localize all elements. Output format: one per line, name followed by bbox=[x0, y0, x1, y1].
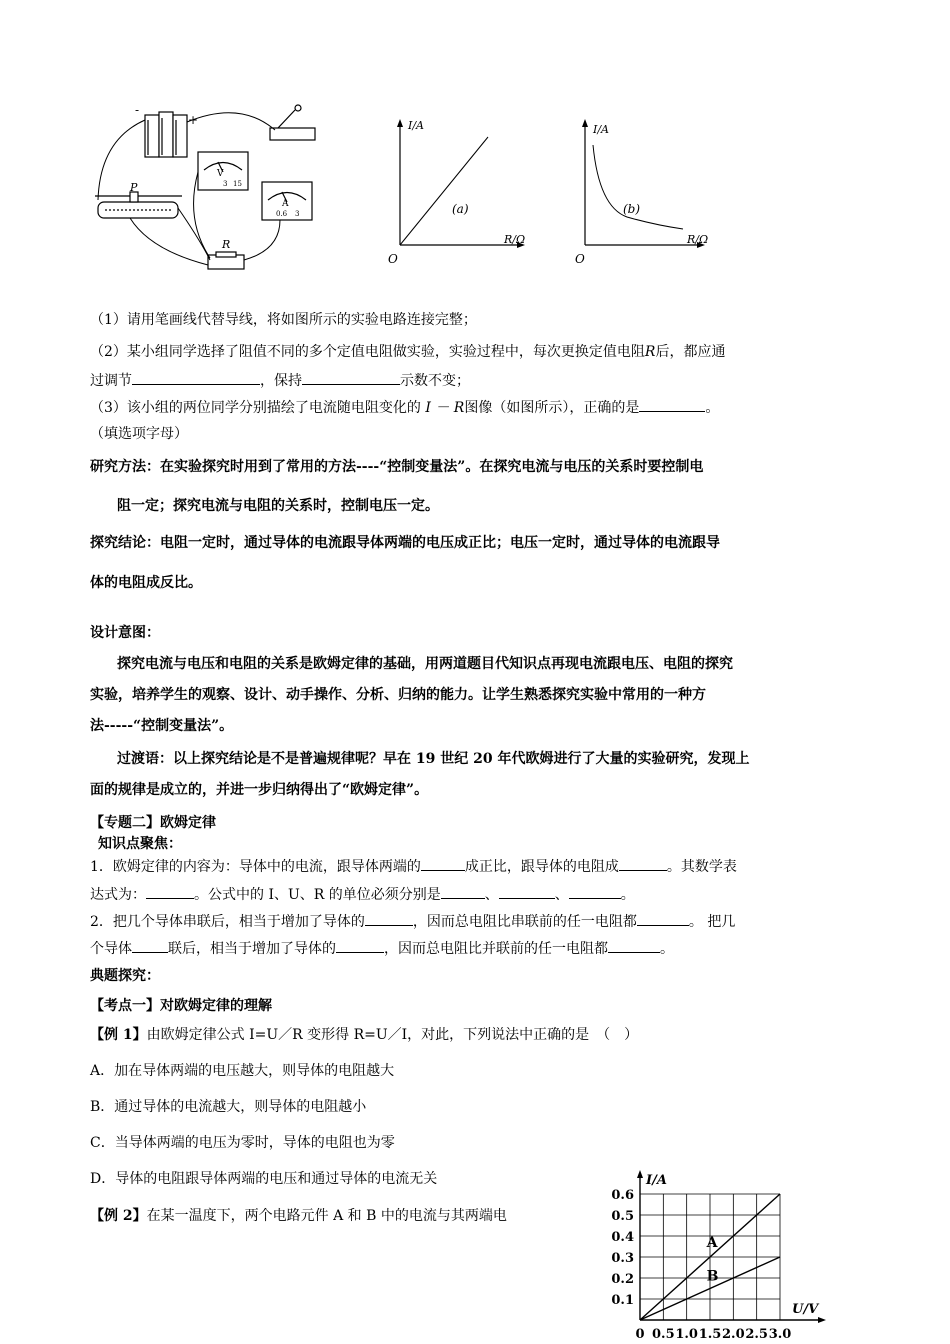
battery-plus-label: + bbox=[188, 113, 199, 127]
design-p1-line-3: 法-----“控制变量法”。 bbox=[90, 718, 234, 734]
graph-b-curve bbox=[593, 145, 683, 229]
design-p1-line-2: 实验，培养学生的观察、设计、动手操作、分析、归纳的能力。让学生熟悉探究实验中常用的一种方 bbox=[90, 687, 706, 703]
conclusion-line-2: 体的电阻成反比。 bbox=[90, 575, 202, 591]
y-tick-label: 0.6 bbox=[611, 1188, 634, 1203]
resistor-icon bbox=[208, 252, 244, 269]
x-tick-label: 2.0 bbox=[722, 1327, 745, 1342]
answer-blank-smaller[interactable] bbox=[608, 938, 660, 953]
answer-blank-length[interactable] bbox=[365, 911, 413, 926]
graph-b-ylabel: I/A bbox=[593, 123, 609, 136]
answer-blank-adjust[interactable] bbox=[132, 370, 260, 385]
x-axis-label: U/V bbox=[792, 1302, 819, 1317]
question-2-line-2: 过调节 ，保持 示数不变； bbox=[90, 370, 470, 391]
graph-a-tag: (a) bbox=[452, 202, 469, 216]
ammeter-label: A bbox=[282, 199, 289, 209]
switch-icon bbox=[270, 105, 315, 140]
graph-a-origin: O bbox=[388, 252, 398, 266]
resistor-label: R bbox=[222, 238, 231, 251]
knowledge-2-line-1: 2．把几个导体串联后，相当于增加了导体的 ，因而总电阻比串联前的任一电阻都 。 把几 bbox=[90, 911, 735, 932]
y-tick-label: 0.4 bbox=[611, 1230, 634, 1245]
answer-blank-unit-r[interactable] bbox=[569, 884, 621, 899]
rheostat-slider-label: P bbox=[130, 181, 138, 194]
method-line-2: 阻一定；探究电流与电阻的关系时，控制电压一定。 bbox=[117, 498, 439, 514]
answer-blank-parallel[interactable] bbox=[132, 938, 168, 953]
y-tick-label: 0.5 bbox=[611, 1209, 634, 1224]
conclusion-line-1: 探究结论：电阻一定时，通过导体的电流跟导体两端的电压成正比；电压一定时，通过导体的电流跟导 bbox=[90, 535, 720, 551]
rheostat-icon bbox=[95, 192, 182, 218]
x-tick-label: 0 bbox=[635, 1327, 645, 1342]
voltmeter-scale-3: 3 bbox=[223, 180, 228, 188]
topic2-title: 【专题二】欧姆定律 bbox=[90, 815, 216, 831]
x-tick-label: 0.5 bbox=[652, 1327, 675, 1342]
y-tick-label: 0.1 bbox=[611, 1293, 634, 1308]
design-p2-line-1: 过渡语：以上探究结论是不是普遍规律呢？早在 19 世纪 20 年代欧姆进行了大量的实验研究，发现上 bbox=[117, 751, 750, 767]
series-label-B: B bbox=[706, 1268, 719, 1285]
example-1-stem: 【例 1】由欧姆定律公式 I=U／R 变形得 R=U／I，对此，下列说法中正确的是 （ ） bbox=[90, 1027, 639, 1043]
knowledge-1-line-2: 达式为： 。公式中的 I、U、R 的单位必须分别是 、 、 。 bbox=[90, 884, 635, 905]
y-axis-label: I/A bbox=[646, 1173, 667, 1188]
knowledge-1-line-1: 1．欧姆定律的内容为：导体中的电流，跟导体两端的 成正比，跟导体的电阻成 。其数学表 bbox=[90, 856, 737, 877]
answer-blank-inverse[interactable] bbox=[619, 856, 667, 871]
graph-b-tag: (b) bbox=[623, 202, 641, 216]
graph-b-origin: O bbox=[575, 252, 585, 266]
battery-icon bbox=[145, 112, 187, 157]
design-p2-line-2: 面的规律是成立的，并进一步归纳得出了“欧姆定律”。 bbox=[90, 782, 429, 798]
answer-blank-unit-u[interactable] bbox=[499, 884, 555, 899]
graph-b-xlabel: R/Ω bbox=[687, 233, 709, 246]
answer-blank-keep[interactable] bbox=[302, 370, 400, 385]
graph-a-line bbox=[400, 137, 488, 245]
wires bbox=[98, 113, 280, 265]
point-1-title: 【考点一】对欧姆定律的理解 bbox=[90, 998, 272, 1014]
battery-minus-label: - bbox=[135, 103, 140, 117]
question-3: （3）该小组的两位同学分别描绘了电流随电阻变化的 I － R图像（如图所示），正确的是 。 bbox=[90, 397, 719, 418]
answer-blank-correct-graph[interactable] bbox=[639, 397, 705, 412]
iu-chart bbox=[600, 1156, 830, 1342]
question-1: （1）请用笔画线代替导线，将如图所示的实验电路连接完整； bbox=[90, 312, 477, 328]
question-2-line-1: （2）某小组同学选择了阻值不同的多个定值电阻做实验，实验过程中，每次更换定值电阻R后，都应通 bbox=[90, 344, 726, 360]
x-tick-label: 2.5 bbox=[745, 1327, 768, 1342]
answer-blank-area[interactable] bbox=[336, 938, 384, 953]
voltmeter-label: V bbox=[217, 169, 224, 179]
y-tick-label: 0.3 bbox=[611, 1251, 634, 1266]
graph-a-xlabel: R/Ω bbox=[504, 233, 526, 246]
knowledge-2-line-2: 个导体 联后，相当于增加了导体的 ，因而总电阻比并联前的任一电阻都 。 bbox=[90, 938, 674, 959]
example-2-tag: 【例 2】 bbox=[90, 1208, 147, 1224]
answer-blank-larger[interactable] bbox=[637, 911, 689, 926]
resistor-symbol: R bbox=[644, 344, 656, 360]
y-tick-label: 0.2 bbox=[611, 1272, 634, 1287]
graph-a bbox=[380, 115, 535, 270]
graph-a-ylabel: I/A bbox=[408, 119, 424, 132]
method-line-1: 研究方法：在实验探究时用到了常用的方法----“控制变量法”。在探究电流与电压的关系时要控制电 bbox=[90, 459, 704, 475]
example-2-stem: 【例 2】在某一温度下，两个电路元件 A 和 B 中的电流与其两端电 bbox=[90, 1208, 507, 1224]
x-axis-arrow bbox=[818, 1317, 826, 1323]
x-tick-label: 1.5 bbox=[698, 1327, 722, 1342]
circuit-figure bbox=[90, 100, 330, 275]
question-3-note: （填选项字母） bbox=[90, 426, 188, 442]
x-tick-label: 3.0 bbox=[768, 1327, 792, 1342]
voltmeter-scale-15: 15 bbox=[233, 180, 242, 188]
answer-blank-unit-i[interactable] bbox=[441, 884, 485, 899]
y-axis-arrow bbox=[637, 1170, 643, 1178]
examples-title: 典题探究： bbox=[90, 968, 160, 984]
ammeter-scale-06: 0.6 bbox=[276, 210, 288, 218]
ammeter-scale-3: 3 bbox=[295, 210, 300, 218]
design-title: 设计意图： bbox=[90, 625, 160, 641]
design-p1-line-1: 探究电流与电压和电阻的关系是欧姆定律的基础，用两道题目代知识点再现电流跟电压、电阻的探究 bbox=[117, 656, 733, 672]
option-b[interactable]: B．通过导体的电流越大，则导体的电阻越小 bbox=[90, 1099, 367, 1115]
example-1-tag: 【例 1】 bbox=[90, 1027, 147, 1043]
option-c[interactable]: C．当导体两端的电压为零时，导体的电阻也为零 bbox=[90, 1135, 395, 1151]
answer-blank-voltage[interactable] bbox=[421, 856, 465, 871]
graph-b bbox=[565, 115, 725, 270]
series-label-A: A bbox=[706, 1234, 718, 1251]
answer-blank-formula[interactable] bbox=[146, 884, 194, 899]
knowledge-focus-title: 知识点聚焦： bbox=[98, 836, 182, 852]
x-tick-label: 1.0 bbox=[675, 1327, 698, 1342]
option-d[interactable]: D．导体的电阻跟导体两端的电压和通过导体的电流无关 bbox=[90, 1171, 438, 1187]
option-a[interactable]: A．加在导体两端的电压越大，则导体的电阻越大 bbox=[90, 1063, 395, 1079]
